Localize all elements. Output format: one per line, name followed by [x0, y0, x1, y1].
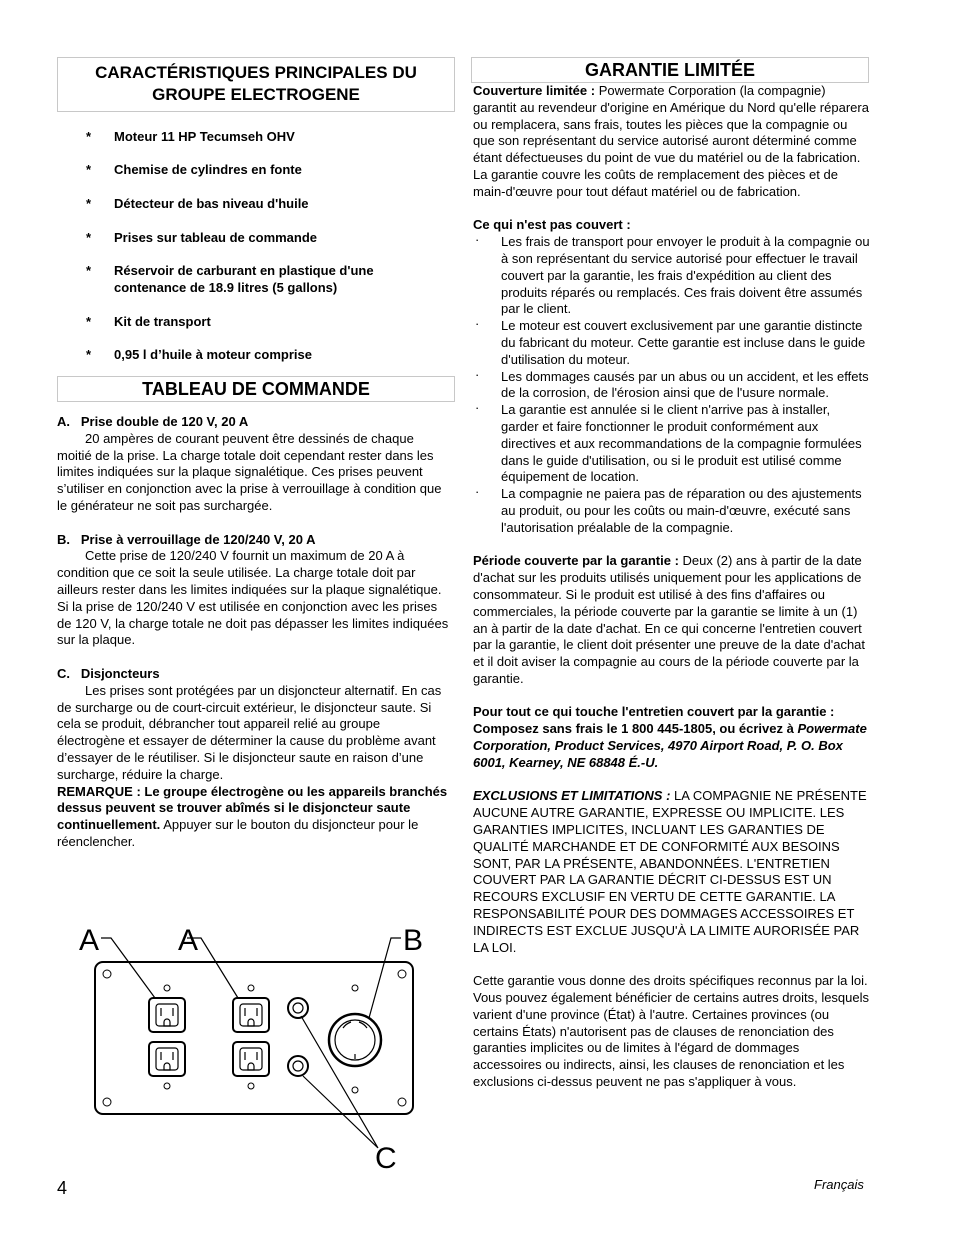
list-item: · Les frais de transport pour envoyer le produit à la compagnie ou à son représentant du service autorisé pour effectuer le travail couvert par la garantie, les frais d'expédition au client des produits réparés ou remplacés. Ces frais doivent être assumés par le client. [475, 232, 870, 317]
contact-paragraph: Pour tout ce qui touche l'entretien couvert par la garantie : Composez sans frais le 1 800 445-1805, ou écrivez à Powermate Corporation, Product Services, 4970 Airport Road, P. O. Box 6001, Kearney, NE 68848 É.-U. [473, 704, 867, 770]
panel-title-box [57, 376, 455, 402]
features-title-box [57, 57, 455, 112]
section-a-text: 20 ampères de courant peuvent être dessinés de chaque moitié de la prise. La charge totale doit cependant rester dans les limites indiquées sur la plaque signalétique. Ces prises peuvent s’utiliser en conjonction avec la prise à verrouillage à condition que le générateur ne soit pas surchargée. [57, 430, 442, 513]
label-c: C [375, 1142, 397, 1173]
note-bold: REMARQUE : Le groupe électrogène ou les appareils branchés dessus peuvent se trouver abîmés si le disjoncteur saute continuellement. [57, 783, 448, 833]
section-c-title: C. Disjoncteurs [57, 665, 160, 681]
label-a1: A [79, 924, 100, 957]
list-item: · Les dommages causés par un abus ou un accident, et les effets de la corrosion, de l'érosion ainsi que de l'usure normale. [475, 366, 869, 401]
list-item: · La compagnie ne paiera pas de réparation ou des ajustements au produit, ou pour les coûts ou main-d'œuvre, exécuté sans l'autorisation préalable de la compagnie. [475, 484, 862, 535]
list-item: · La garantie est annulée si le client n'arrive pas à installer, garder et faire fonctionner le produit conformément aux directives et aux recommandations de la compagnie formulées dans le guide d'utilisation, ou si le produit est utilisé comme équipement de location. [475, 400, 862, 485]
warranty-title-box [471, 57, 869, 83]
section-b-title: B. Prise à verrouillage de 120/240 V, 20 A [57, 531, 316, 547]
duplex-outlet-icon [149, 998, 185, 1032]
section-c-note [57, 784, 450, 851]
duplex-outlet-icon [233, 998, 269, 1032]
circuit-breaker-icon [288, 998, 308, 1018]
warranty-title: GARANTIE LIMITÉE [585, 60, 755, 80]
page-number: 4 [57, 1178, 68, 1198]
section-b-text: Cette prise de 120/240 V fournit un maximum de 20 A à condition que ce soit la seule utilisée. La charge totale doit par ailleurs rester dans les limites indiquées sur la plaque signalétique. Si la prise de 120/240 V est utilisée en conjonction avec les prises de 120 V, la charge totale ne doit pas dépasser les limites indiquées sur la plaque. [57, 548, 449, 648]
note-rest: Appuyer sur le bouton du disjoncteur pour le réenclencher. [57, 817, 419, 849]
coverage-paragraph: Couverture limitée : Powermate Corporation (la compagnie) garantit au revendeur d'origine en Amérique du Nord qu'elle réparera ou remplacera, sans frais, toutes les pièces que la compagnie ou que son représentant du service autorisé auront déterminé comme étant défectueuses du point de vue du matériel ou de la fabrication. La garantie couvre les coûts de remplacement des pièces et de main-d'œuvre pour tout défaut matériel ou de fabrication. [473, 83, 869, 199]
panel-title: TABLEAU DE COMMANDE [142, 379, 370, 399]
section-c-text: Les prises sont protégées par un disjoncteur alternatif. En cas de surcharge ou de court-circuit extérieur, le disjoncteur saute. Si cela se produit, débrancher tout appareil relié au groupe électrogène et essayer de déterminer la cause du problème avant d’essayer de le réutiliser. Si le disjoncteur saute en raison d’une surcharge, réduire la charge. [57, 682, 442, 782]
rights-paragraph: Cette garantie vous donne des droits spécifiques reconnus par la loi. Vous pouvez également bénéficier de certains autres droits, lesquels varient d'une province (État) à l'autre. Certaines provinces (ou certains États) n'autorisent pas de clauses de renonciation des garanties implicites ou de limites à l'égard de dommages accessoires ou indirects, ainsi, les clauses de renonciation et les exclusions ci-dessus peuvent ne pas s'appliquer à vous. [473, 973, 870, 1090]
language-label: Français [814, 1177, 864, 1192]
label-b: B [403, 924, 424, 957]
features-title-line2: GROUPE ELECTROGENE [152, 85, 360, 104]
exclusions-paragraph: EXCLUSIONS ET LIMITATIONS : LA COMPAGNIE NE PRÉSENTE AUCUNE AUTRE GARANTIE, EXPRESSE OU IMPLICITE. LES GARANTIES IMPLICITES, INCLUANT LES GARANTIES DE QUALITÉ MARCHANDE ET DE CONFORMITÉ AUX BESOINS SONT, PAR LA PRÉSENTE, ABANDONNÉES. L'ENTRETIEN COUVERT PAR LA GARANTIE DÉCRIT CI-DESSUS EST UN RECOURS EXCLUSIF EN VERTU DE CETTE GARANTIE. LA RESPONSABILITÉ POUR DES DOMMAGES ACCESSOIRES ET INDIRECTS EST EXCLUE JUSQU'À LA LIMITE AURORISÉE PAR LA LOI. [473, 788, 867, 955]
panel-description [57, 414, 450, 851]
leader-line-b [369, 938, 401, 1018]
locking-outlet-icon [329, 1014, 381, 1066]
control-panel-diagram [75, 918, 425, 1173]
not-covered-title: Ce qui n'est pas couvert : [473, 217, 631, 233]
circuit-breaker-icon [288, 1056, 308, 1076]
warranty-body [473, 83, 870, 1091]
list-item: · Le moteur est couvert exclusivement par une garantie distincte du fabricant du moteur. Cette garantie est incluse dans le guide d'utilisation du moteur. [475, 316, 866, 367]
duplex-outlet-icon [233, 1042, 269, 1076]
leader-line-c [301, 1016, 378, 1148]
panel-outline [95, 962, 413, 1114]
period-paragraph: Période couverte par la garantie : Deux (2) ans à partir de la date d'achat sur les produits utilisés uniquement pour les applications de consommateur. Si le produit est utilisé à des fins d'affaires ou commerciales, la période couverte par la garantie se limite à un (1) an à partir de la date d'achat. En ce qui concerne l'entretien couvert par la garantie, le client doit présenter une preuve de la date d'achat et il doit aviser la compagnie au cours de la période couverte par la garantie. [473, 553, 866, 686]
leader-line-a1 [101, 938, 155, 998]
section-a-title: A. Prise double de 120 V, 20 A [57, 414, 249, 429]
label-a2: A [178, 924, 199, 957]
screw-icon [103, 970, 406, 1106]
features-title-line1: CARACTÉRISTIQUES PRINCIPALES DU [95, 63, 417, 82]
duplex-outlet-icon [149, 1042, 185, 1076]
